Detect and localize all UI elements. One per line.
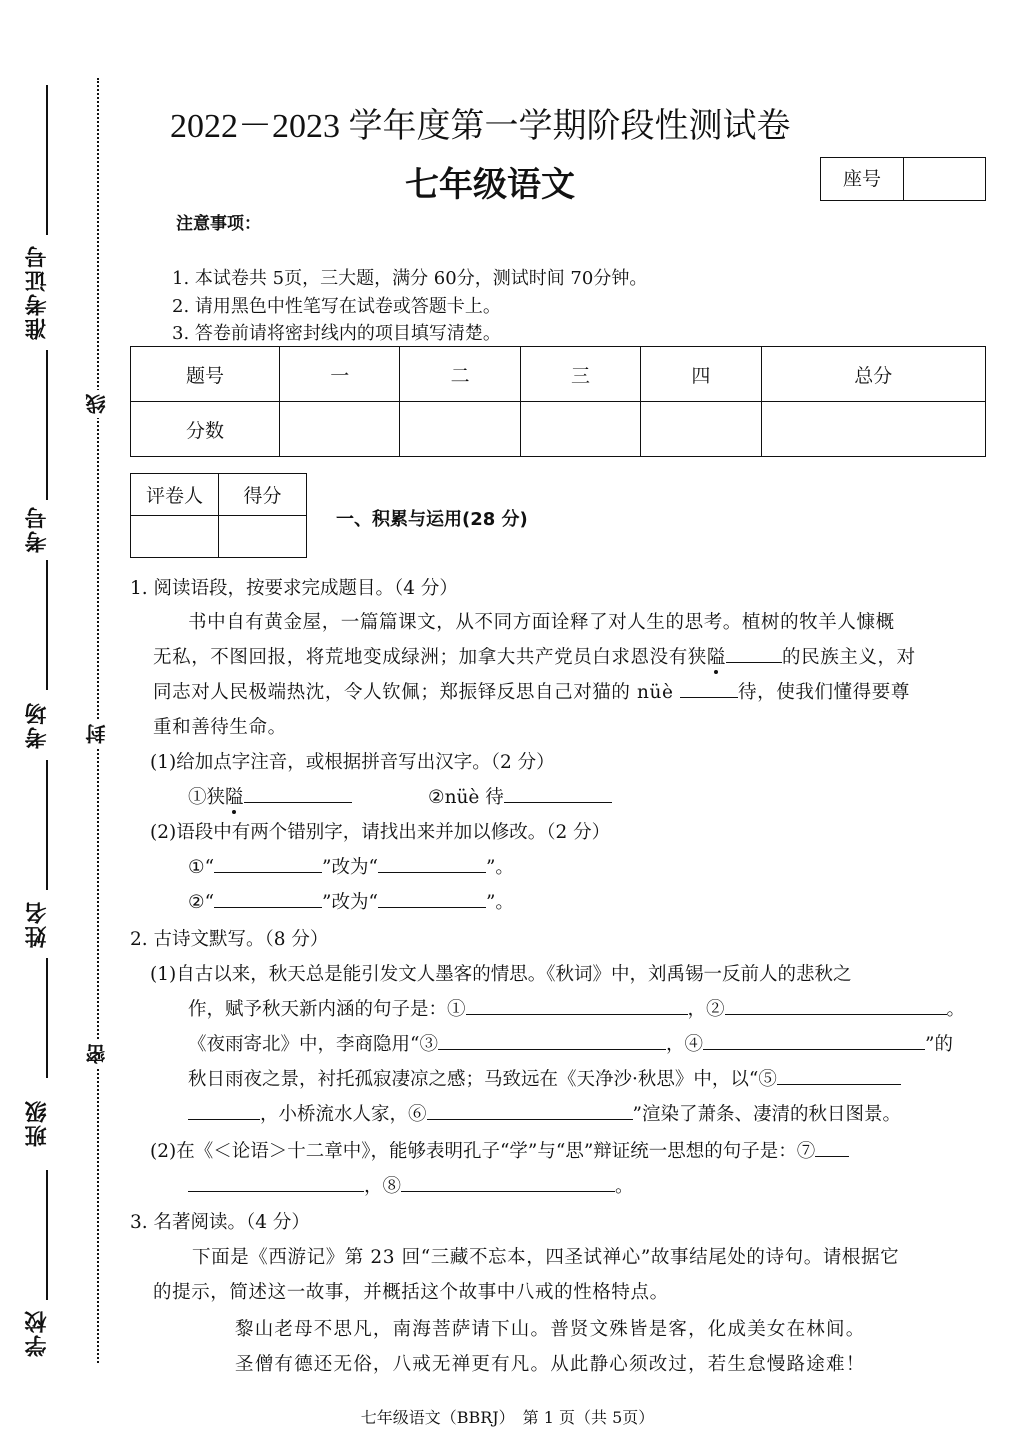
text: 待，使我们懂得要尊 <box>738 682 910 703</box>
answer-blank[interactable] <box>504 784 612 803</box>
answer-blank[interactable] <box>438 1031 666 1050</box>
q2-line: (1)自古以来，秋天总是能引发文人墨客的情思。《秋词》中，刘禹锡一反前人的悲秋之 <box>150 964 852 985</box>
q3-paragraph-line: 下面是《西游记》第 23 回“三藏不忘本，四圣试禅心”故事结尾处的诗句。请根据它 <box>192 1247 900 1268</box>
table-row-label: 分数 <box>131 402 280 457</box>
score-cell[interactable] <box>280 402 400 457</box>
table-header-cell: 四 <box>641 347 761 402</box>
table-header-cell: 二 <box>400 347 520 402</box>
score-cell[interactable] <box>520 402 640 457</box>
q2-line <box>188 1172 634 1198</box>
answer-blank[interactable] <box>725 996 947 1015</box>
text: ，④ <box>665 1034 703 1055</box>
answer-blank[interactable] <box>777 1066 901 1085</box>
label-exam-id: 准考证号 <box>25 244 50 340</box>
q1-sub1: (1)给加点字注音，或根据拼音写出汉字。（2 分） <box>150 752 555 773</box>
seat-number-box <box>820 157 986 201</box>
text: 无私，不图回报，将荒地变成绿洲；加拿大共产党员白求恩没有狭 <box>153 647 707 668</box>
q1-sub2: (2)语段中有两个错别字，请找出来并加以修改。（2 分） <box>150 822 611 843</box>
text: (2)在《＜论语＞十二章中》，能够表明孔子“学”与“思”辩证统一思想的句子是：⑦ <box>150 1141 816 1162</box>
q3-poem-line: 圣僧有德还无俗，八戒无禅更有凡。从此静心须改过，若生怠慢路途难！ <box>235 1354 866 1375</box>
score-table <box>130 346 986 457</box>
text: ”。 <box>485 857 514 878</box>
notice-heading: 注意事项： <box>176 214 261 234</box>
label-name: 姓名 <box>25 900 50 948</box>
table-row <box>131 474 307 516</box>
seal-mark-secret: 密 <box>84 1040 110 1068</box>
dotted-char: 隘 <box>225 787 244 808</box>
binding-line <box>46 560 48 690</box>
seat-number-label: 座号 <box>821 158 904 200</box>
seat-number-field[interactable] <box>904 158 985 200</box>
text: 同志对人民极端热沈，令人钦佩；郑振铎反思自己对猫的 nüè <box>153 682 674 703</box>
score-label: 得分 <box>219 474 307 516</box>
q1-sub2-b <box>188 888 514 914</box>
blank-line[interactable] <box>726 644 782 663</box>
score-cell[interactable] <box>641 402 761 457</box>
answer-blank[interactable] <box>188 1101 260 1120</box>
q1-sub1-a <box>188 783 352 809</box>
table-header-cell: 题号 <box>131 347 280 402</box>
notice-item: 1. 本试卷共 5页，三大题，满分 60分，测试时间 70分钟。 <box>172 268 648 289</box>
text: 。 <box>946 999 966 1020</box>
binding-line <box>46 760 48 890</box>
text: ①狭 <box>188 787 226 808</box>
q3-paragraph-line: 的提示，简述这一故事，并概括这个故事中八戒的性格特点。 <box>153 1282 669 1303</box>
answer-blank[interactable] <box>378 854 486 873</box>
answer-blank[interactable] <box>244 784 352 803</box>
grader-cell[interactable] <box>131 516 219 558</box>
q2-line <box>150 1137 849 1163</box>
q2-line <box>188 995 965 1021</box>
table-header-cell: 总分 <box>761 347 985 402</box>
answer-blank[interactable] <box>815 1138 849 1157</box>
table-row <box>131 402 986 457</box>
q2-line <box>188 1100 901 1126</box>
answer-blank[interactable] <box>188 1173 364 1192</box>
answer-blank[interactable] <box>703 1031 925 1050</box>
table-row <box>131 516 307 558</box>
q1-paragraph-line <box>153 643 916 669</box>
page-title: 2022－2023 学年度第一学期阶段性测试卷 <box>170 108 791 145</box>
binding-line <box>46 85 48 235</box>
q2-line <box>188 1030 953 1056</box>
question-1-title: 1. 阅读语段，按要求完成题目。（4 分） <box>130 578 458 599</box>
score-cell[interactable] <box>400 402 520 457</box>
text: ，② <box>687 999 725 1020</box>
text: ”。 <box>485 892 514 913</box>
score-cell[interactable] <box>761 402 985 457</box>
text: 。 <box>615 1176 634 1197</box>
label-class: 班级 <box>25 1099 50 1147</box>
text: 秋日雨夜之景，衬托孤寂凄凉之感；马致远在《天净沙·秋思》中，以“⑤ <box>188 1069 777 1090</box>
text: 的民族主义，对 <box>782 647 916 668</box>
text: 作，赋予秋天新内涵的句子是：① <box>188 999 466 1020</box>
notice-item: 2. 请用黑色中性笔写在试卷或答题卡上。 <box>172 296 501 317</box>
notice-item: 3. 答卷前请将密封线内的项目填写清楚。 <box>172 323 501 344</box>
question-2-title: 2. 古诗文默写。（8 分） <box>130 929 329 950</box>
text: ①“ <box>188 857 215 878</box>
table-header-cell: 三 <box>520 347 640 402</box>
binding-line <box>46 958 48 1078</box>
table-header-cell: 一 <box>280 347 400 402</box>
text: ②nüè 待 <box>428 787 504 808</box>
answer-blank[interactable] <box>466 996 688 1015</box>
text: ，⑧ <box>364 1176 402 1197</box>
table-row <box>131 347 986 402</box>
seal-mark-line: 线 <box>84 390 110 418</box>
q1-sub1-b <box>428 783 612 809</box>
text: ②“ <box>188 892 215 913</box>
answer-blank[interactable] <box>214 854 322 873</box>
page-subtitle: 七年级语文 <box>405 165 575 205</box>
answer-blank[interactable] <box>427 1101 633 1120</box>
q1-paragraph-line <box>153 678 910 704</box>
seal-mark-seal: 封 <box>84 720 110 748</box>
label-exam-number: 考号 <box>25 505 50 553</box>
grader-table <box>130 473 307 558</box>
text: ，小桥流水人家，⑥ <box>260 1104 427 1125</box>
label-exam-room: 考场 <box>25 701 50 749</box>
q1-sub2-a <box>188 853 514 879</box>
q1-paragraph-line: 重和善待生命。 <box>153 717 287 738</box>
binding-line <box>46 1170 48 1300</box>
answer-blank[interactable] <box>214 889 322 908</box>
question-3-title: 3. 名著阅读。（4 分） <box>130 1212 310 1233</box>
text: ”的 <box>924 1034 953 1055</box>
answer-blank[interactable] <box>378 889 486 908</box>
section-heading: 一、积累与运用(28 分) <box>336 509 528 530</box>
dotted-char: 隘 <box>706 647 727 668</box>
score-cell[interactable] <box>219 516 307 558</box>
page-footer: 七年级语文（BBRJ） 第 1 页（共 5页） <box>360 1408 655 1427</box>
text: 《夜雨寄北》中，李商隐用“③ <box>188 1034 438 1055</box>
grader-label: 评卷人 <box>131 474 219 516</box>
q1-paragraph-line: 书中自有黄金屋，一篇篇课文，从不同方面诠释了对人生的思考。植树的牧羊人慷概 <box>188 612 895 633</box>
text: ”改为“ <box>322 857 378 878</box>
q3-poem-line: 黎山老母不思凡，南海菩萨请下山。普贤文殊皆是客，化成美女在林间。 <box>235 1319 866 1340</box>
text: ”改为“ <box>322 892 378 913</box>
answer-blank[interactable] <box>401 1173 615 1192</box>
label-school: 学校 <box>25 1309 50 1357</box>
text: ”渲染了萧条、凄清的秋日图景。 <box>632 1104 901 1125</box>
binding-line <box>46 350 48 500</box>
blank-line[interactable] <box>680 679 738 698</box>
q2-line <box>188 1065 901 1091</box>
